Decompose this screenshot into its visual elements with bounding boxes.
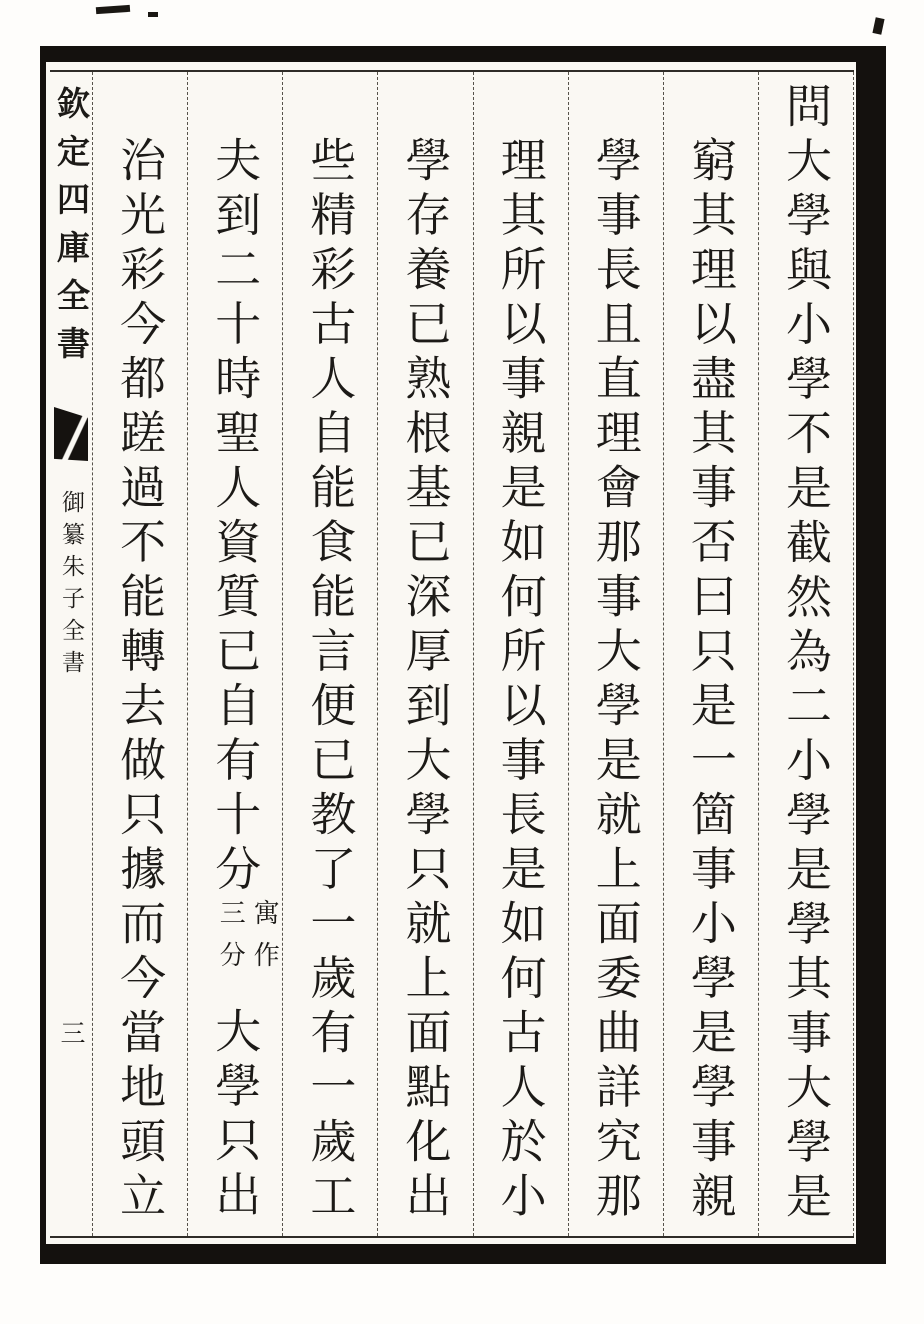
column-text-after-note: 大學只出 bbox=[208, 1007, 263, 1225]
black-tab-seal-icon bbox=[54, 407, 88, 461]
spine-column bbox=[50, 72, 92, 1236]
scan-speck bbox=[148, 12, 158, 17]
text-column-4: 理其所以事親是如何所以事長是如何古人於小 bbox=[473, 72, 568, 1236]
series-title: 欽定四庫全書 bbox=[52, 86, 91, 374]
scan-speck bbox=[96, 5, 130, 14]
text-column-2: 窮其理以盡其事否曰只是一箇事小學是學事親 bbox=[663, 72, 758, 1236]
book-title: 御纂朱子全書 bbox=[58, 490, 84, 682]
interlinear-note bbox=[215, 899, 280, 1007]
text-column-5: 學存養已熟根基已深厚到大學只就上面點化出 bbox=[377, 72, 472, 1236]
page-number: 三 bbox=[57, 1020, 86, 1045]
text-column-6: 些精彩古人自能食能言便已教了一歲有一歲工 bbox=[282, 72, 377, 1236]
text-column-1: 問大學與小學不是截然為二小學是學其事大學是 bbox=[758, 72, 854, 1236]
text-column-8: 治光彩今都蹉過不能轉去做只據而今當地頭立 bbox=[92, 72, 187, 1236]
page-frame bbox=[40, 46, 886, 1264]
text-column-3: 學事長且直理會那事大學是就上面委曲詳究那 bbox=[568, 72, 663, 1236]
text-column-7 bbox=[187, 72, 282, 1236]
column-text-before-note: 夫到二十時聖人資質已自有十分 bbox=[208, 136, 263, 899]
note-line-right: 寓作 bbox=[249, 899, 280, 983]
note-line-left: 三分 bbox=[215, 899, 246, 983]
text-block bbox=[50, 70, 854, 1238]
scan-speck bbox=[872, 17, 884, 35]
